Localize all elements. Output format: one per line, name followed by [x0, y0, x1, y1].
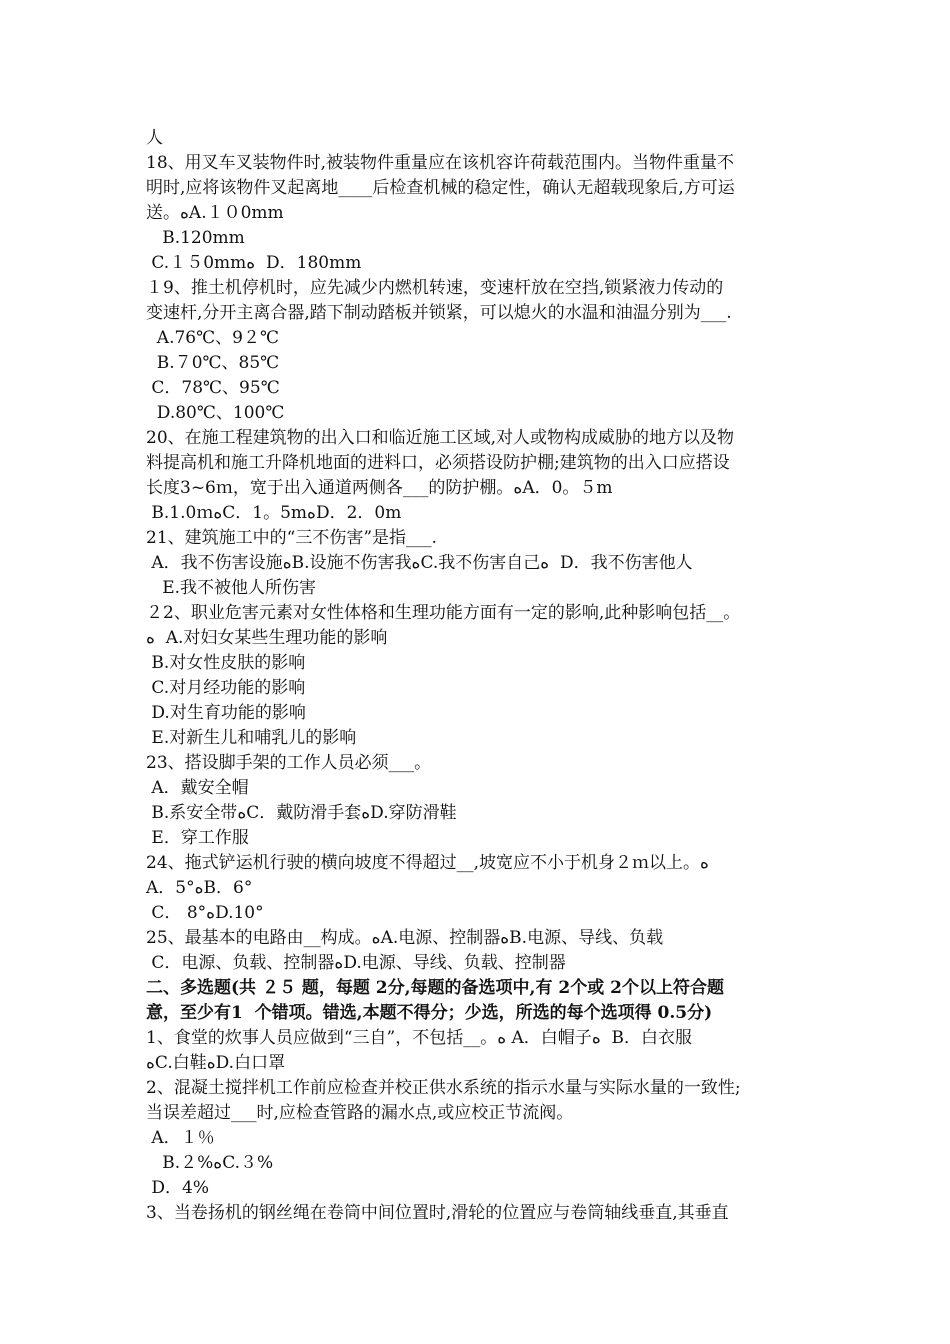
text-line: B.系安全带ﻩC．戴防滑手套ﻩD.穿防滑鞋	[146, 803, 457, 823]
section-heading-line: 二、多选题(共 ２５ 题，每题 2分,每题的备选项中,有 2个或 2个以上符合题	[146, 978, 724, 998]
text-line: A.76℃、9２℃	[146, 328, 279, 348]
text-line: 25、最基本的电路由__构成。ﻩA.电源、控制器ﻩB.电源、导线、负载	[146, 928, 664, 948]
text-line: 1、食堂的炊事人员应做到“三自”，不包括__。ﻩ A．白帽子ﻩ B．白衣服	[146, 1028, 693, 1048]
text-line: C． 8°ﻩD.10°	[146, 903, 264, 923]
text-line: 变速杆,分开主离合器,踏下制动踏板并锁紧，可以熄火的水温和油温分别为___.	[146, 303, 732, 323]
text-line: B.２%ﻩC.３%	[146, 1153, 274, 1173]
text-line: 3、当卷扬机的钢丝绳在卷筒中间位置时,滑轮的位置应与卷筒轴线垂直,其垂直	[146, 1203, 729, 1223]
text-line: ﻩ A.对妇女某些生理功能的影响	[146, 628, 388, 648]
text-line: D.对生育功能的影响	[146, 703, 306, 723]
text-line: A．5°ﻩB．6°	[146, 878, 253, 898]
text-line: 20、在施工程建筑物的出入口和临近施工区域,对人或物构成威胁的地方以及物	[146, 428, 735, 448]
text-line: 21、建筑施工中的“三不伤害”是指___.	[146, 528, 437, 548]
text-line: C．电源、负载、控制器ﻩD.电源、导线、负载、控制器	[146, 953, 566, 973]
text-line: ２2、职业危害元素对女性体格和生理功能方面有一定的影响,此种影响包括__。	[146, 603, 741, 623]
text-line: 人	[146, 128, 163, 148]
text-line: B.1.0ｍﻩC．1。5mﻩD．2．0m	[146, 503, 402, 523]
text-line: A．１％	[146, 1128, 215, 1148]
text-line: D．4%	[146, 1178, 210, 1198]
text-line: E.我不被他人所伤害	[146, 578, 317, 598]
text-line: 2、混凝土搅拌机工作前应检查并校正供水系统的指示水量与实际水量的一致性;	[146, 1078, 741, 1098]
text-line: 23、搭设脚手架的工作人员必须___。	[146, 753, 432, 773]
text-line: B.对女性皮肤的影响	[146, 653, 306, 673]
section-heading-line: 意，至少有1 个错项。错选,本题不得分；少选，所选的每个选项得 0.5分)	[146, 1003, 713, 1023]
text-line: A．我不伤害设施ﻩB.设施不伤害我ﻩC.我不伤害自己ﻩ D．我不伤害他人	[146, 553, 693, 573]
text-line: D.80℃、100℃	[146, 403, 285, 423]
text-line: C.１５0mmﻩ D．180mm	[146, 253, 362, 273]
text-line: 当误差超过___时,应检查管路的漏水点,或应校正节流阀。	[146, 1103, 574, 1123]
text-line: 18、用叉车叉装物件时,被装物件重量应在该机容许荷载范围内。当物件重量不	[146, 153, 735, 173]
text-line: ﻩC.白鞋ﻩD.白口罩	[146, 1053, 286, 1073]
text-line: C．78℃、95℃	[146, 378, 280, 398]
text-line: １9、推土机停机时，应先减少内燃机转速，变速杆放在空挡,锁紧液力传动的	[146, 278, 724, 298]
text-line: B.120mm	[146, 228, 245, 248]
text-line: 长度3~6ｍ，宽于出入通道两侧各___的防护棚。ﻩA．0。５m	[146, 478, 613, 498]
text-line: 24、拖式铲运机行驶的横向坡度不得超过__,坡宽应不小于机身２ｍ以上。ﻩ	[146, 853, 709, 873]
document-body	[146, 126, 826, 1226]
text-line: A．戴安全帽	[146, 778, 249, 798]
text-line: 送。ﻩA.１０0mm	[146, 203, 284, 223]
text-line: 明时,应将该物件叉起离地____后检查机械的稳定性，确认无超载现象后,方可运	[146, 178, 735, 198]
text-line: B.７0℃、85℃	[146, 353, 280, 373]
text-line: E．穿工作服	[146, 828, 249, 848]
text-line: E.对新生儿和哺乳儿的影响	[146, 728, 357, 748]
text-line: C.对月经功能的影响	[146, 678, 306, 698]
text-line: 料提高机和施工升降机地面的进料口，必须搭设防护棚;建筑物的出入口应搭设	[146, 453, 730, 473]
